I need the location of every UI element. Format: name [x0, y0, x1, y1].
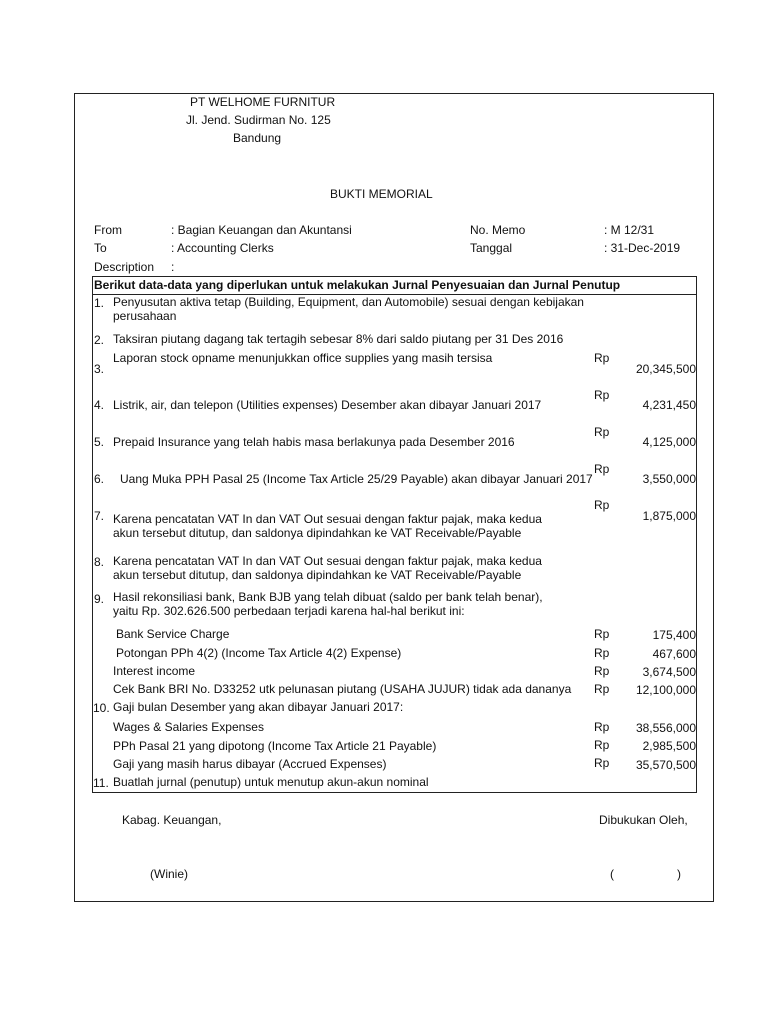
currency-label: Rp	[594, 425, 610, 439]
currency-label: Rp	[594, 646, 610, 660]
description-value: :	[171, 260, 175, 274]
item-number: 11.	[93, 776, 109, 790]
item-number: 3.	[94, 362, 105, 376]
to-value: : Accounting Clerks	[171, 241, 274, 255]
description-label: Description	[94, 260, 155, 274]
currency-label: Rp	[594, 498, 610, 512]
item-text: Penyusutan aktiva tetap (Building, Equipment, dan Automobile) sesuai dengan kebijakan	[113, 295, 584, 309]
date-value: : 31-Dec-2019	[604, 241, 681, 255]
amount-value: 4,231,450	[642, 398, 696, 412]
item-number: 8.	[94, 555, 105, 569]
signature-right-title: Dibukukan Oleh,	[599, 813, 688, 827]
item-number: 5.	[94, 435, 105, 449]
amount-value: 38,556,000	[635, 721, 696, 735]
item-text: Laporan stock opname menunjukkan office supplies yang masih tersisa	[113, 351, 493, 365]
sub-item-text: Cek Bank BRI No. D33252 utk pelunasan piutang (USAHA JUJUR) tidak ada dananya	[113, 682, 572, 696]
item-number: 7.	[94, 509, 105, 523]
item-text: akun tersebut ditutup, dan saldonya dipindahkan ke VAT Receivable/Payable	[113, 568, 522, 582]
company-address: Jl. Jend. Sudirman No. 125	[186, 113, 331, 127]
item-text: Prepaid Insurance yang telah habis masa berlakunya pada Desember 2016	[113, 435, 515, 449]
amount-value: 3,550,000	[642, 472, 696, 486]
sub-item-text: Gaji yang masih harus dibayar (Accrued Expenses)	[113, 757, 387, 771]
sub-item-text: PPh Pasal 21 yang dipotong (Income Tax Article 21 Payable)	[113, 739, 437, 753]
item-text: perusahaan	[113, 309, 177, 323]
currency-label: Rp	[594, 351, 610, 365]
company-name: PT WELHOME FURNITUR	[190, 95, 336, 109]
item-number: 2.	[94, 333, 105, 347]
item-number: 9.	[94, 592, 105, 606]
item-text: Listrik, air, dan telepon (Utilities expenses) Desember akan dibayar Januari 2017	[113, 398, 542, 412]
date-label: Tanggal	[470, 241, 513, 255]
item-text: Karena pencatatan VAT In dan VAT Out sesuai dengan faktur pajak, maka kedua	[113, 554, 542, 568]
item-text: Buatlah jurnal (penutup) untuk menutup akun-akun nominal	[113, 775, 429, 789]
content-header: Berikut data-data yang diperlukan untuk melakukan Jurnal Penyesuaian dan Jurnal Penutup	[94, 278, 621, 292]
amount-value: 175,400	[652, 628, 696, 642]
signature-left-name: (Winie)	[150, 867, 188, 881]
amount-value: 4,125,000	[642, 435, 696, 449]
signature-right-close-paren: )	[677, 867, 681, 881]
from-value: : Bagian Keuangan dan Akuntansi	[171, 223, 352, 237]
to-label: To	[94, 241, 107, 255]
amount-value: 35,570,500	[635, 758, 696, 772]
memo-label: No. Memo	[470, 223, 526, 237]
item-text: Karena pencatatan VAT In dan VAT Out sesuai dengan faktur pajak, maka kedua	[113, 512, 542, 526]
currency-label: Rp	[594, 664, 610, 678]
item-number: 6.	[94, 472, 105, 486]
item-number: 1.	[94, 296, 105, 310]
signature-right-open-paren: (	[610, 867, 614, 881]
currency-label: Rp	[594, 720, 610, 734]
signature-left-title: Kabag. Keuangan,	[122, 813, 222, 827]
currency-label: Rp	[594, 682, 610, 696]
sub-item-text: Wages & Salaries Expenses	[113, 720, 264, 734]
item-text: Hasil rekonsiliasi bank, Bank BJB yang telah dibuat (saldo per bank telah benar),	[113, 590, 543, 604]
currency-label: Rp	[594, 756, 610, 770]
sub-item-text: Potongan PPh 4(2) (Income Tax Article 4(2) Expense)	[116, 646, 402, 660]
item-text: akun tersebut ditutup, dan saldonya dipindahkan ke VAT Receivable/Payable	[113, 526, 522, 540]
item-text: Gaji bulan Desember yang akan dibayar Januari 2017:	[113, 700, 404, 714]
item-text: Taksiran piutang dagang tak tertagih sebesar 8% dari saldo piutang per 31 Des 2016	[113, 332, 564, 346]
amount-value: 3,674,500	[642, 665, 696, 679]
sub-item-text: Bank Service Charge	[116, 627, 230, 641]
item-text: yaitu Rp. 302.626.500 perbedaan terjadi karena hal-hal berikut ini:	[113, 604, 465, 618]
amount-value: 20,345,500	[635, 362, 696, 376]
sub-item-text: Interest income	[113, 664, 196, 678]
currency-label: Rp	[594, 462, 610, 476]
currency-label: Rp	[594, 738, 610, 752]
currency-label: Rp	[594, 388, 610, 402]
company-city: Bandung	[233, 131, 282, 145]
document-title: BUKTI MEMORIAL	[330, 187, 433, 201]
from-label: From	[94, 223, 122, 237]
amount-value: 2,985,500	[642, 739, 696, 753]
amount-value: 12,100,000	[635, 683, 696, 697]
amount-value: 467,600	[652, 647, 696, 661]
amount-value: 1,875,000	[642, 509, 696, 523]
memo-value: : M 12/31	[604, 223, 655, 237]
item-number: 4.	[94, 398, 105, 412]
item-number: 10.	[93, 701, 110, 715]
currency-label: Rp	[594, 627, 610, 641]
item-text: Uang Muka PPH Pasal 25 (Income Tax Article 25/29 Payable) akan dibayar Januari 2017	[120, 472, 593, 486]
